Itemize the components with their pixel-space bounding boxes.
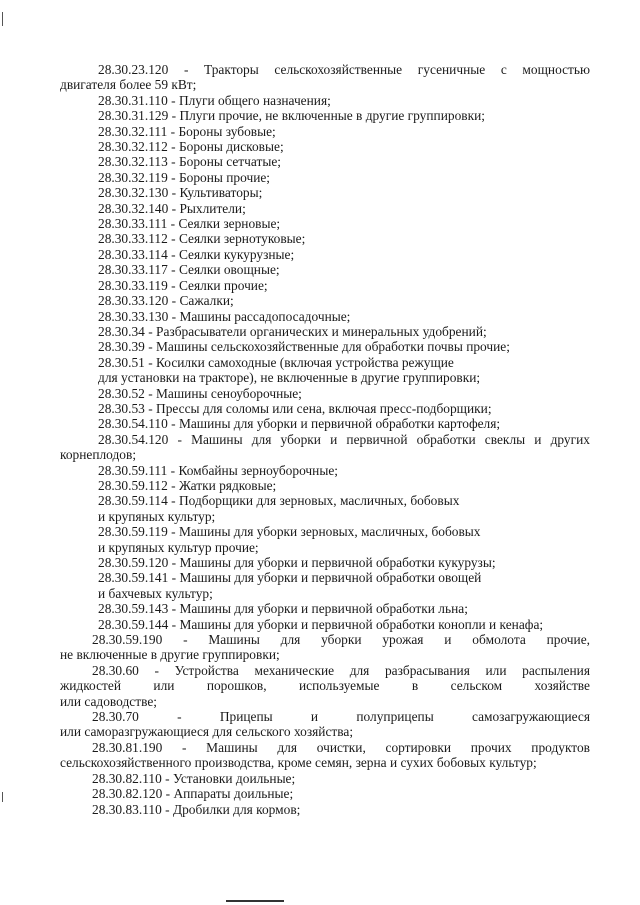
document-line: 28.30.59.114 - Подборщики для зерновых, масличных, бобовых [98,493,460,509]
document-line: 28.30.33.111 - Сеялки зерновые; [98,216,281,232]
document-line: 28.30.59.141 - Машины для уборки и первичной обработки овощей [98,570,482,586]
document-line: 28.30.31.129 - Плуги прочие, не включенные в другие группировки; [98,108,485,124]
document-body [60,62,590,817]
document-line: 28.30.33.112 - Сеялки зернотуковые; [98,231,306,247]
document-line: сельскохозяйственного производства, кроме семян, зерна и сухих бобовых культур; [60,755,537,771]
document-line: 28.30.32.130 - Культиваторы; [98,185,263,201]
document-line: 28.30.33.117 - Сеялки овощные; [98,262,280,278]
document-line: 28.30.33.120 - Сажалки; [98,293,234,309]
document-line: 28.30.39 - Машины сельскохозяйственные для обработки почвы прочие; [98,339,510,355]
document-line: 28.30.70 - Прицепы и полуприцепы самозагружающиеся [92,709,590,725]
document-line: 28.30.33.119 - Сеялки прочие; [98,277,268,293]
document-line: 28.30.53 - Прессы для соломы или сена, включая пресс-подборщики; [98,400,492,416]
document-line: и крупяных культур прочие; [98,539,259,555]
document-line: или садоводстве; [60,693,157,709]
document-line: не включенные в другие группировки; [60,647,280,663]
document-line: 28.30.32.111 - Бороны зубовые; [98,123,276,139]
document-line: 28.30.32.119 - Бороны прочие; [98,169,271,185]
document-line: 28.30.52 - Машины сеноуборочные; [98,385,302,401]
document-line: 28.30.59.120 - Машины для уборки и первичной обработки кукурузы; [98,555,496,570]
document-line: 28.30.33.114 - Сеялки кукурузные; [98,246,295,262]
document-line: 28.30.59.111 - Комбайны зерноуборочные; [98,462,338,478]
document-line: или саморазгружающиеся для сельского хозяйства; [60,724,354,740]
document-line: 28.30.59.144 - Машины для уборки и первичной обработки конопли и кенафа; [98,616,544,632]
document-line: 28.30.59.143 - Машины для уборки и первичной обработки льна; [98,601,468,617]
footer-rule [226,900,284,902]
document-line: 28.30.81.190 - Машины для очистки, сортировки прочих продуктов [92,739,590,755]
document-line: и крупяных культур; [98,508,216,524]
document-line: 28.30.32.112 - Бороны дисковые; [98,139,284,155]
document-line: 28.30.59.119 - Машины для уборки зерновых, масличных, бобовых [98,524,481,540]
document-line: корнеплодов; [60,447,137,463]
document-line: 28.30.33.130 - Машины рассадопосадочные; [98,308,351,324]
left-margin-mark-top [2,12,3,26]
document-line: жидкостей или порошков, используемые в сельском хозяйстве [60,678,590,694]
document-line: 28.30.54.120 - Машины для уборки и первичной обработки свеклы и других [98,431,590,447]
document-line: 28.30.54.110 - Машины для уборки и первичной обработки картофеля; [98,416,501,432]
document-line: 28.30.59.190 - Машины для уборки урожая и обмолота прочие, [92,632,590,648]
document-line: двигателя более 59 кВт; [60,77,197,93]
document-line: 28.30.59.112 - Жатки рядковые; [98,477,277,493]
document-line: 28.30.82.110 - Установки доильные; [92,770,296,786]
document-line: 28.30.82.120 - Аппараты доильные; [92,786,294,802]
document-line: 28.30.83.110 - Дробилки для кормов; [92,801,301,817]
left-margin-mark-bottom [2,792,3,802]
document-line: 28.30.51 - Косилки самоходные (включая устройства режущие [98,354,454,370]
document-line: и бахчевых культур; [98,585,213,601]
document-line: 28.30.31.110 - Плуги общего назначения; [98,92,331,108]
document-line: 28.30.32.113 - Бороны сетчатые; [98,154,281,170]
document-line: для установки на тракторе), не включенные в другие группировки; [98,370,481,386]
document-line: 28.30.23.120 - Тракторы сельскохозяйственные гусеничные с мощностью [98,62,590,77]
document-line: 28.30.34 - Разбрасыватели органических и минеральных удобрений; [98,323,487,339]
document-line: 28.30.60 - Устройства механические для разбрасывания или распыления [92,662,590,678]
document-line: 28.30.32.140 - Рыхлители; [98,200,246,216]
